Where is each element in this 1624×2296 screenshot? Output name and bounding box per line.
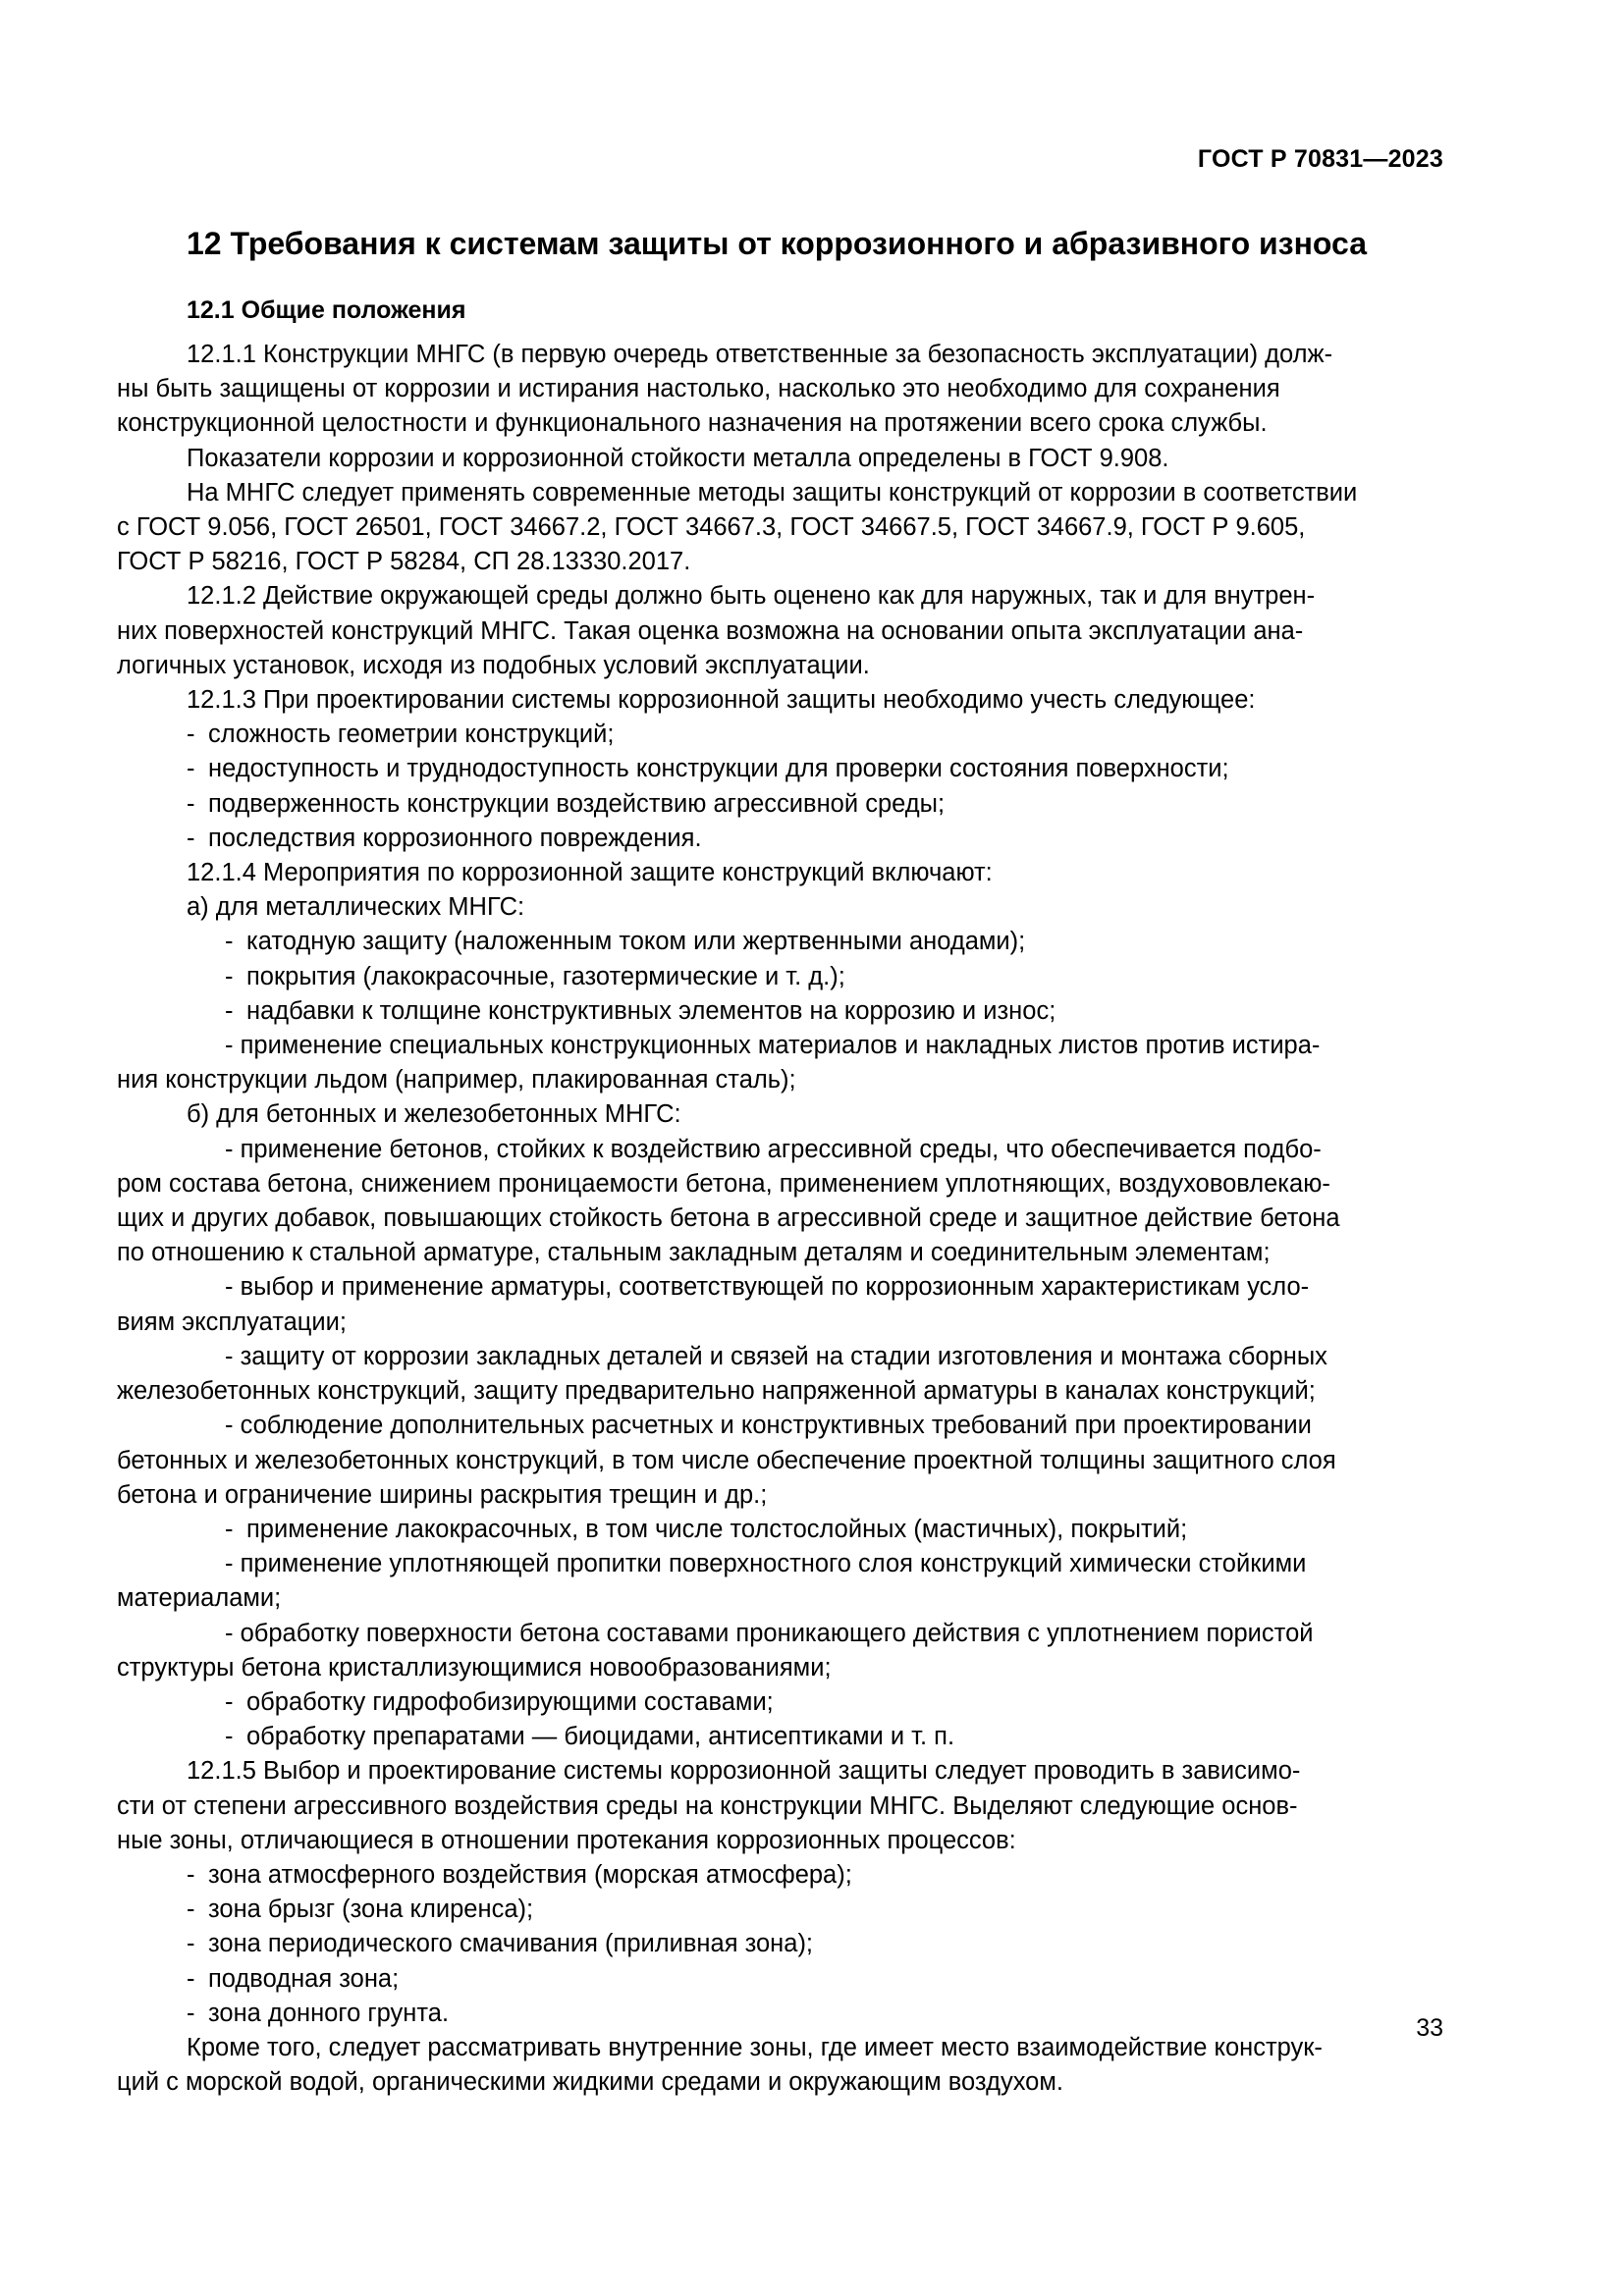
list-item: - применение лакокрасочных, в том числе толстослойных (мастичных), покрытий; [225, 1515, 1188, 1543]
list-item: - соблюдение дополнительных расчетных и конструктивных требований при проектировании бетонных и железобетонных конструкций, в том числе обеспечение проектной толщины защитного слоя бетона и ограничение ширины раскрытия трещин и др.; [117, 1412, 1336, 1509]
list-item: - выбор и применение арматуры, соответствующей по коррозионным характеристикам усло- виям эксплуатации; [117, 1273, 1310, 1336]
list-item: - подводная зона; [187, 1964, 400, 1993]
paragraph-protection-methods: На МНГС следует применять современные методы защиты конструкций от коррозии в соответствии с ГОСТ 9.056, ГОСТ 26501, ГОСТ 34667.2, ГОСТ 34667.3, ГОСТ 34667.5, ГОСТ 34667.9, ГОСТ Р 9.605, ГОСТ Р 58216, ГОСТ Р 58284, СП 28.13330.2017. [117, 478, 1358, 576]
document-body [117, 338, 1445, 2100]
list-item: - зона атмосферного воздействия (морская атмосфера); [187, 1860, 852, 1889]
list-label-concrete: б) для бетонных и железобетонных МНГС: [187, 1100, 681, 1129]
page-number: 33 [1416, 2014, 1443, 2042]
document-designation: ГОСТ Р 70831—2023 [1197, 145, 1443, 173]
list-item: - обработку препаратами — биоцидами, антисептиками и т. п. [225, 1723, 955, 1751]
list-item: - зона донного грунта. [187, 1999, 450, 2027]
paragraph-12-1-4-intro: 12.1.4 Мероприятия по коррозионной защите конструкций включают: [187, 859, 993, 887]
list-item: - катодную защиту (наложенным током или жертвенными анодами); [225, 928, 1026, 956]
list-item: - применение бетонов, стойких к воздействию агрессивной среды, что обеспечивается подбо- ром состава бетона, снижением проницаемости бетона, применением уплотняющих, воздухововлекаю- щих и других добавок, повышающих стойкость бетона в агрессивной среде и защитное действие бетона по отношению к стальной арматуре, стальным закладным деталям и соединительным элементам; [117, 1135, 1340, 1267]
section-number: 12 [187, 226, 222, 261]
subsection-heading [187, 296, 465, 325]
list-item: - надбавки к толщине конструктивных элементов на коррозию и износ; [225, 996, 1056, 1025]
list-item: - покрытия (лакокрасочные, газотермические и т. д.); [225, 962, 845, 990]
subsection-number: 12.1 [187, 296, 235, 324]
paragraph-12-1-5: 12.1.5 Выбор и проектирование системы коррозионной защиты следует проводить в зависимо- сти от степени агрессивного воздействия среды на конструкции МНГС. Выделяют следующие основ- ные зоны, отличающиеся в отношении протекания коррозионных процессов: [117, 1757, 1301, 1854]
list-item: - зона брызг (зона клиренса); [187, 1896, 534, 1924]
paragraph-12-1-1: 12.1.1 Конструкции МНГС (в первую очередь ответственные за безопасность эксплуатации) долж- ны быть защищены от коррозии и истирания настолько, насколько это необходимо для сохранения конструкционной целостности и функционального назначения на протяжении всего срока службы. [117, 341, 1333, 438]
list-item: - применение специальных конструкционных материалов и накладных листов против истира- ния конструкции льдом (например, плакированная сталь); [117, 1032, 1321, 1095]
paragraph-12-1-2: 12.1.2 Действие окружающей среды должно быть оценено как для наружных, так и для внутрен- них поверхностей конструкций МНГС. Такая оценка возможна на основании опыта эксплуатации ана- логичных установок, исходя из подобных условий эксплуатации. [117, 582, 1316, 679]
list-label-metal: а) для металлических МНГС: [187, 893, 525, 922]
section-title: Требования к системам защиты от коррозионного и абразивного износа [230, 226, 1368, 261]
list-item: - подверженность конструкции воздействию агрессивной среды; [187, 789, 946, 818]
paragraph-internal-zones: Кроме того, следует рассматривать внутренние зоны, где имеет место взаимодействие конструк- ций с морской водой, органическими жидкими средами и окружающим воздухом. [117, 2033, 1323, 2097]
list-item: - недоступность и труднодоступность конструкции для проверки состояния поверхности; [187, 755, 1229, 783]
subsection-title: Общие положения [241, 296, 466, 324]
list-item: - применение уплотняющей пропитки поверхностного слоя конструкций химически стойкими материалами; [117, 1550, 1307, 1613]
list-item: - сложность геометрии конструкций; [187, 721, 615, 749]
list-item: - зона периодического смачивания (приливная зона); [187, 1930, 814, 1958]
section-heading [187, 226, 1367, 262]
list-item: - последствия коррозионного повреждения. [187, 824, 702, 852]
list-item: - обработку поверхности бетона составами проникающего действия с уплотнением пористой структуры бетона кристаллизующимися новообразованиями; [117, 1619, 1314, 1682]
list-item: - защиту от коррозии закладных деталей и связей на стадии изготовления и монтажа сборных железобетонных конструкций, защиту предварительно напряженной арматуры в каналах конструкций; [117, 1342, 1327, 1406]
list-item: - обработку гидрофобизирующими составами; [225, 1687, 774, 1716]
paragraph-12-1-3-intro: 12.1.3 При проектировании системы коррозионной защиты необходимо учесть следующее: [187, 686, 1256, 715]
paragraph-corrosion-indicators: Показатели коррозии и коррозионной стойкости металла определены в ГОСТ 9.908. [187, 444, 1169, 472]
